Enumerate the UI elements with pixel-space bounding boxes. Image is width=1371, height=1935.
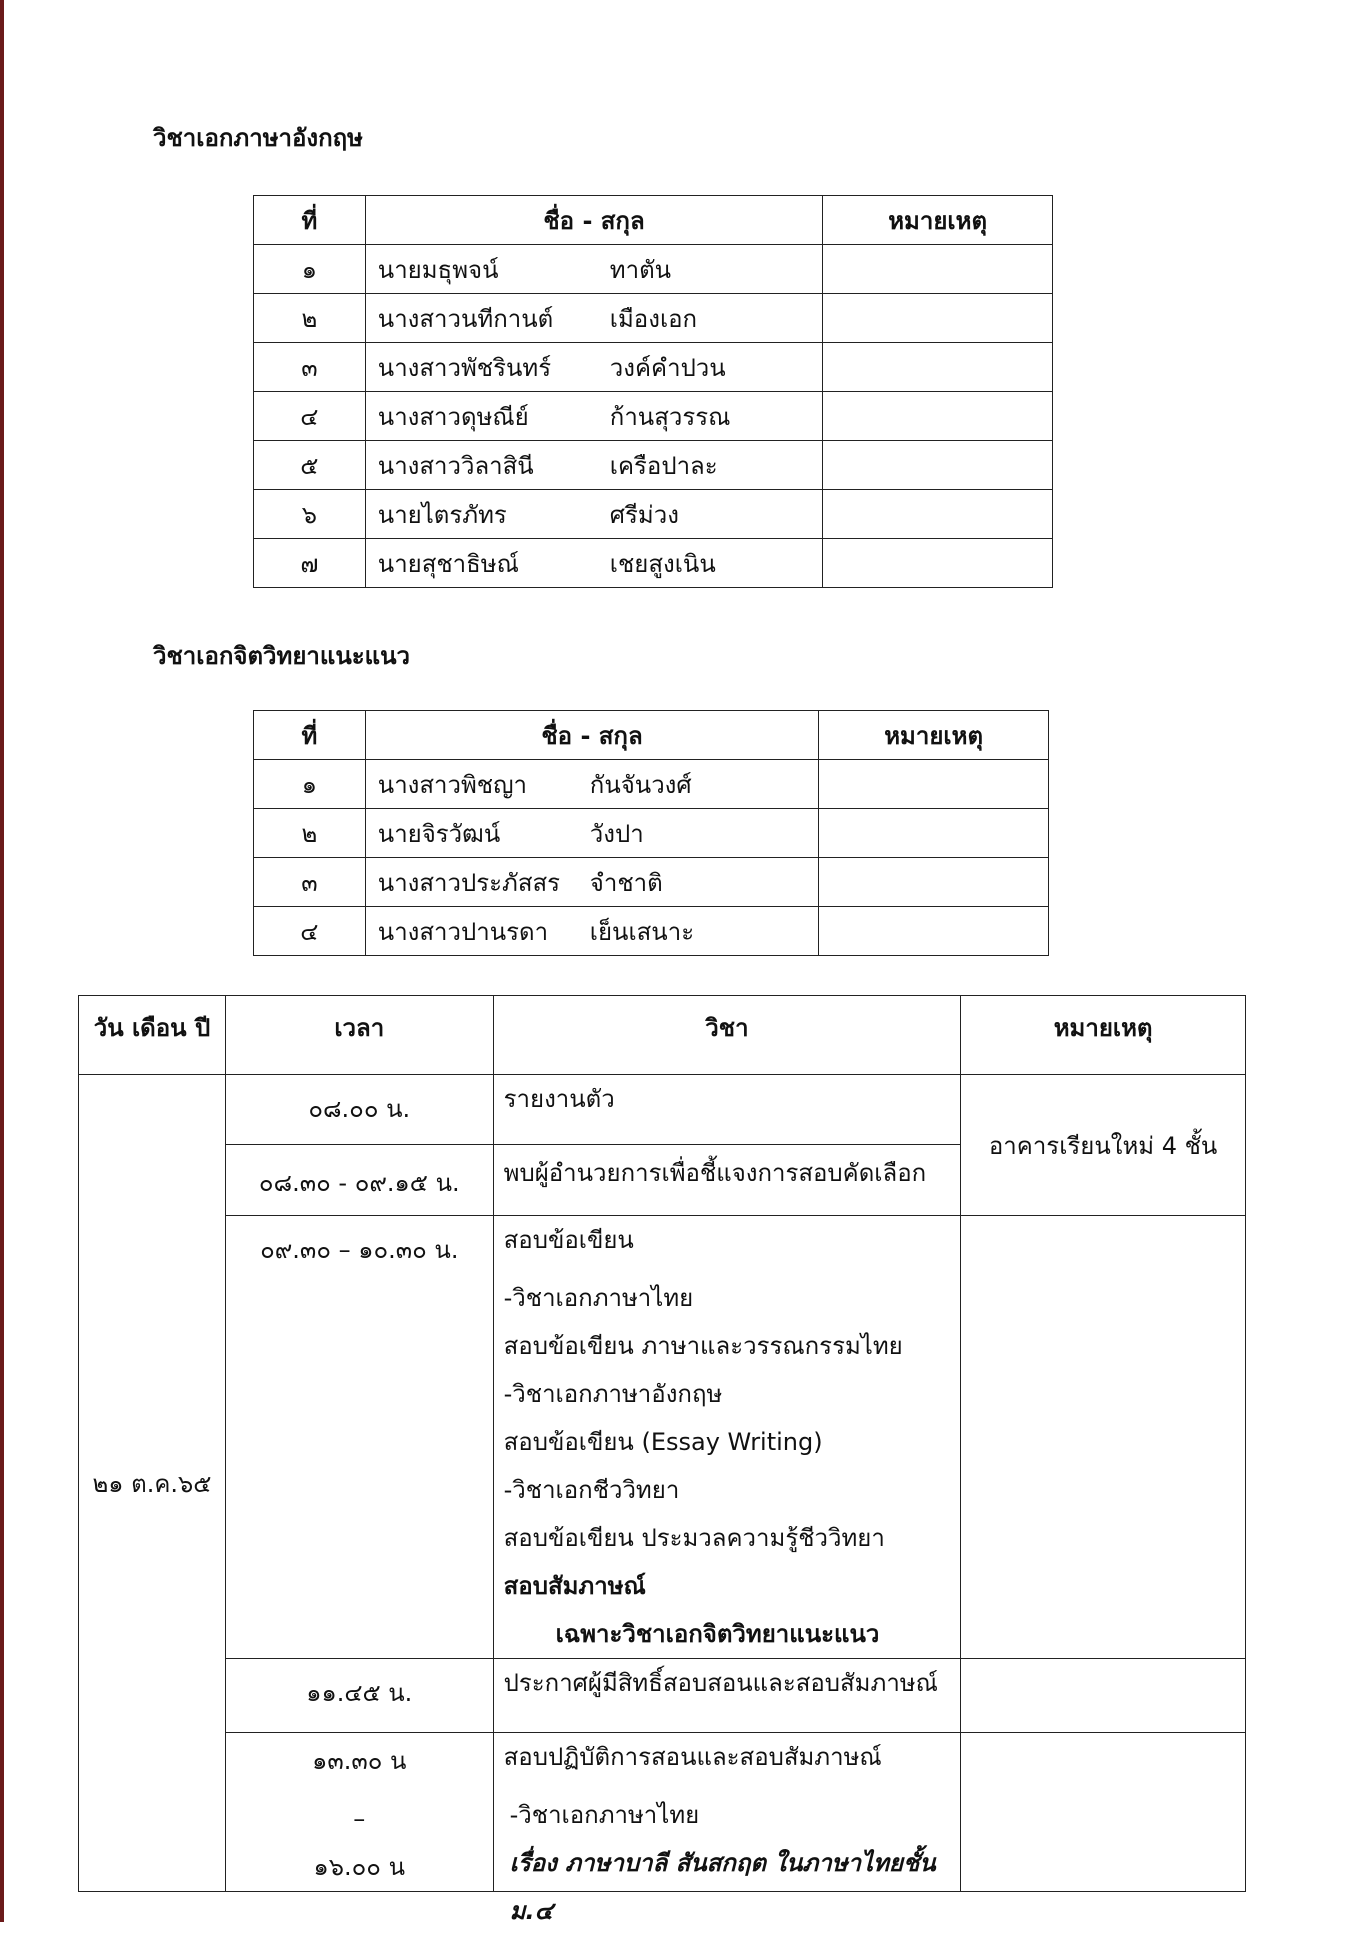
table-row (254, 441, 1053, 490)
section-heading-english: วิชาเอกภาษาอังกฤษ (153, 124, 363, 152)
table-row (254, 809, 1049, 858)
time-line: ๑๓.๓๐ น (312, 1747, 407, 1775)
subject-line-bold: เรื่อง ภาษาบาลี สันสกฤต ในภาษาไทยชั้น ม.๔ (509, 1849, 936, 1925)
table-row (254, 760, 1049, 809)
subject-line: -วิชาเอกชีววิทยา (503, 1476, 680, 1504)
row-number: ๗ (254, 539, 366, 588)
last-name: วงค์คำปวน (609, 353, 726, 382)
row-name (365, 490, 823, 539)
row-note (823, 343, 1053, 392)
last-name: เชยสูงเนิน (609, 549, 716, 578)
subject-line: -วิชาเอกภาษาไทย (509, 1801, 700, 1829)
row-name (365, 343, 823, 392)
subject-line: สอบข้อเขียน ประมวลความรู้ชีววิทยา (503, 1524, 885, 1552)
time-cell (225, 1733, 493, 1892)
table-row (254, 392, 1053, 441)
first-name: นายสุชาธิษณ์ (377, 549, 519, 578)
subject-line: -วิชาเอกภาษาอังกฤษ (503, 1380, 723, 1408)
time-line: ๑๖.๐๐ น (313, 1853, 405, 1881)
section-heading-guidance: วิชาเอกจิตวิทยาแนะแนว (153, 642, 410, 670)
last-name: เครือปาละ (609, 451, 718, 480)
subject-line: พบผู้อำนวยการเพื่อชี้แจงการสอบคัดเลือก (503, 1159, 927, 1187)
subject-line: -วิชาเอกภาษาไทย (503, 1284, 694, 1312)
subject-cell (493, 1659, 961, 1733)
table-row (79, 1733, 1246, 1892)
table-row (254, 539, 1053, 588)
subject-line: สอบข้อเขียน (Essay Writing) (503, 1428, 823, 1456)
last-name: วังปา (589, 819, 644, 848)
row-name (365, 858, 818, 907)
row-number: ๒ (254, 809, 366, 858)
note-cell (961, 1733, 1246, 1892)
table-row (254, 858, 1049, 907)
table-header-row (79, 996, 1246, 1075)
row-note (819, 858, 1049, 907)
row-name (365, 245, 823, 294)
row-note (823, 294, 1053, 343)
col-time-header: เวลา (225, 996, 493, 1075)
row-number: ๑ (254, 245, 366, 294)
page-edge (0, 0, 4, 1922)
first-name: นางสาววิลาสินี (377, 451, 534, 480)
time-cell: ๑๑.๔๕ น. (225, 1659, 493, 1733)
subject-line: สอบข้อเขียน ภาษาและวรรณกรรมไทย (503, 1332, 903, 1360)
subject-cell (493, 1216, 961, 1659)
guidance-roster-table (253, 710, 1049, 956)
last-name: ก้านสุวรรณ (609, 402, 731, 431)
time-cell: ๐๙.๓๐ – ๑๐.๓๐ น. (225, 1216, 493, 1659)
table-row (254, 245, 1053, 294)
row-number: ๔ (254, 907, 366, 956)
table-row (254, 343, 1053, 392)
row-note (819, 907, 1049, 956)
row-name (365, 539, 823, 588)
first-name: นายมธุพจน์ (377, 255, 499, 284)
col-note-header: หมายเหตุ (823, 196, 1053, 245)
table-row (254, 490, 1053, 539)
table-row (254, 907, 1049, 956)
row-number: ๔ (254, 392, 366, 441)
row-name (365, 294, 823, 343)
col-no-header: ที่ (254, 196, 366, 245)
col-no-header: ที่ (254, 711, 366, 760)
subject-line-bold: สอบสัมภาษณ์ (503, 1572, 646, 1600)
english-roster-table (253, 195, 1053, 588)
row-number: ๒ (254, 294, 366, 343)
row-number: ๑ (254, 760, 366, 809)
row-name (365, 809, 818, 858)
time-line: – (353, 1805, 366, 1833)
last-name: เมืองเอก (609, 304, 698, 333)
row-note (823, 490, 1053, 539)
col-note-header: หมายเหตุ (961, 996, 1246, 1075)
row-name (365, 392, 823, 441)
last-name: เย็นเสนาะ (589, 917, 695, 946)
first-name: นางสาวพัชรินทร์ (377, 353, 552, 382)
subject-cell (493, 1145, 961, 1216)
table-row (254, 294, 1053, 343)
row-number: ๖ (254, 490, 366, 539)
date-cell: ๒๑ ต.ค.๖๕ (79, 1075, 226, 1892)
first-name: นางสาวปานรดา (377, 917, 549, 946)
table-header-row (254, 196, 1053, 245)
row-number: ๓ (254, 858, 366, 907)
row-number: ๓ (254, 343, 366, 392)
row-note (823, 245, 1053, 294)
first-name: นางสาวประภัสสร (377, 868, 561, 897)
first-name: นางสาวนทีกานต์ (377, 304, 554, 333)
time-cell: ๐๘.๓๐ - ๐๙.๑๕ น. (225, 1145, 493, 1216)
col-note-header: หมายเหตุ (819, 711, 1049, 760)
subject-cell (493, 1733, 961, 1925)
row-note (823, 539, 1053, 588)
subject-line: ประกาศผู้มีสิทธิ์สอบสอนและสอบสัมภาษณ์ (503, 1669, 938, 1697)
row-name (365, 441, 823, 490)
subject-line: สอบข้อเขียน (503, 1226, 634, 1254)
time-cell: ๐๘.๐๐ น. (225, 1075, 493, 1145)
row-name (365, 907, 818, 956)
col-subject-header: วิชา (493, 996, 961, 1075)
first-name: นางสาวดุษณีย์ (377, 402, 529, 431)
table-row (79, 1216, 1246, 1659)
last-name: กันจันวงศ์ (589, 770, 692, 799)
subject-line: รายงานตัว (503, 1085, 615, 1113)
table-row (79, 1075, 1246, 1145)
row-note (819, 809, 1049, 858)
note-cell (961, 1659, 1246, 1733)
first-name: นางสาวพิชญา (377, 770, 528, 799)
row-name (365, 760, 818, 809)
row-note (819, 760, 1049, 809)
first-name: นายจิรวัฒน์ (377, 819, 501, 848)
first-name: นายไตรภัทร (377, 500, 507, 529)
row-note (823, 441, 1053, 490)
row-number: ๕ (254, 441, 366, 490)
last-name: จำชาติ (589, 868, 663, 897)
subject-line-bold: เฉพาะวิชาเอกจิตวิทยาแนะแนว (555, 1620, 880, 1648)
col-date-header: วัน เดือน ปี (79, 996, 226, 1075)
row-note (823, 392, 1053, 441)
col-name-header: ชื่อ - สกุล (365, 196, 823, 245)
last-name: ศรีม่วง (609, 500, 679, 529)
col-name-header: ชื่อ - สกุล (365, 711, 818, 760)
subject-cell (493, 1075, 961, 1145)
note-cell (961, 1216, 1246, 1659)
subject-line: สอบปฏิบัติการสอนและสอบสัมภาษณ์ (503, 1743, 882, 1771)
schedule-table (78, 995, 1246, 1925)
building-note-cell: อาคารเรียนใหม่ 4 ชั้น (961, 1075, 1246, 1216)
table-row (79, 1659, 1246, 1733)
last-name: ทาตัน (609, 255, 672, 284)
table-header-row (254, 711, 1049, 760)
